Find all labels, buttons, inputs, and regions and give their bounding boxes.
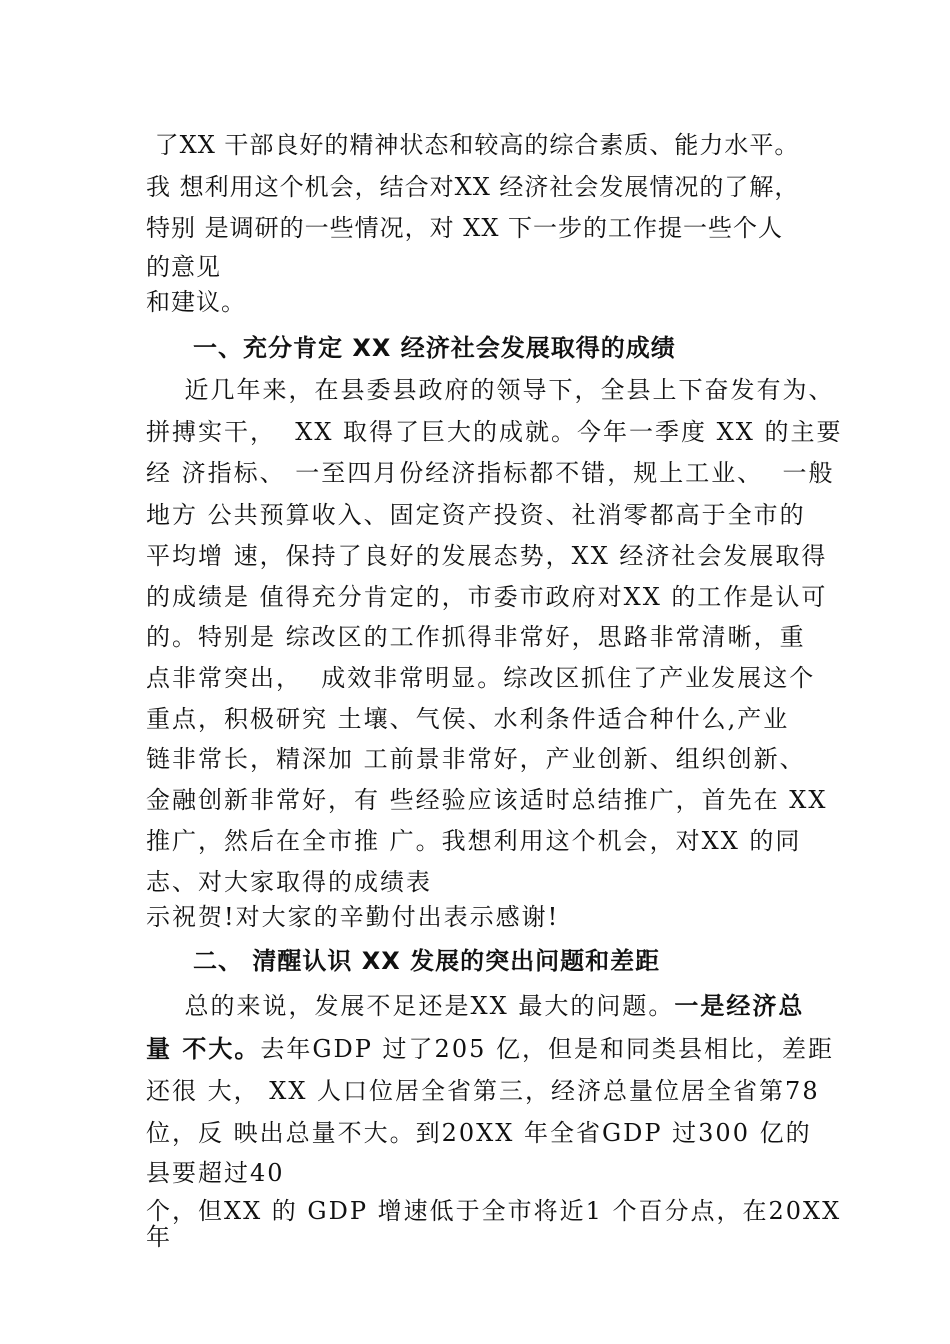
section-2-line-1-text: 总的来说，发展不足还是XX 最大的问题。 [146,992,675,1020]
section-1-line: 点非常突出， 成效非常明显。综改区抓住了产业发展这个 [146,664,816,692]
section-1-line: 平均增 速，保持了良好的发展态势，XX 经济社会发展取得 [146,542,828,570]
section-2-line: 个，但XX 的 GDP 增速低于全市将近1 个百分点，在20XX [146,1197,842,1225]
section-2-heading: 二、 清醒认识 XX 发展的突出问题和差距 [193,947,661,975]
section-1-line: 近几年来，在县委县政府的领导下，全县上下奋发有为、 [146,376,835,404]
section-2-line-1-bold: 一是经济总 [674,992,805,1020]
intro-line-3: 特别 是调研的一些情况，对 XX 下一步的工作提一些个人 [146,214,784,242]
intro-line-1: 了XX 干部良好的精神状态和较高的综合素质、能力水平。 [146,131,800,159]
section-1-line: 示祝贺!对大家的辛勤付出表示感谢! [146,903,560,931]
section-1-line: 的。特别是 综改区的工作抓得非常好，思路非常清晰，重 [146,623,806,651]
section-1-line: 拼搏实干， XX 取得了巨大的成就。今年一季度 XX 的主要 [146,418,843,446]
intro-line-4: 的意见 [146,253,221,281]
section-2-line: 还很 大， XX 人口位居全省第三，经济总量位居全省第78 [146,1077,820,1105]
section-2-line-1 [146,991,804,1021]
section-1-line: 链非常长，精深加 工前景非常好，产业创新、组织创新、 [146,745,806,773]
section-1-line: 重点，积极研究 土壤、气侯、水利条件适合种什么,产业 [146,705,790,733]
intro-line-5: 和建议。 [146,288,246,316]
section-2-line-2-text: 去年GDP 过了205 亿，但是和同类县相比，差距 [260,1035,834,1063]
section-2-line: 年 [146,1223,172,1251]
section-2-line-2 [146,1034,834,1064]
section-2-line: 位，反 映出总量不大。到20XX 年全省GDP 过300 亿的 [146,1119,812,1147]
section-1-line: 金融创新非常好，有 些经验应该适时总结推广，首先在 XX [146,786,828,814]
section-1-line: 地方 公共预算收入、固定资产投资、社消零都高于全市的 [146,501,806,529]
section-2-line-2-bold: 量 不大。 [146,1035,261,1063]
section-1-line: 经 济指标、 一至四月份经济指标都不错，规上工业、 一般 [146,459,835,487]
section-2-line: 县要超过40 [146,1159,285,1187]
intro-line-2: 我 想利用这个机会，结合对XX 经济社会发展情况的了解， [146,173,800,201]
section-1-line: 志、对大家取得的成绩表 [146,868,432,896]
section-1-line: 的成绩是 值得充分肯定的，市委市政府对XX 的工作是认可 [146,583,828,611]
section-1-line: 推广，然后在全市推 广。我想利用这个机会，对XX 的同 [146,827,802,855]
section-1-heading: 一、充分肯定 XX 经济社会发展取得的成绩 [193,334,676,362]
